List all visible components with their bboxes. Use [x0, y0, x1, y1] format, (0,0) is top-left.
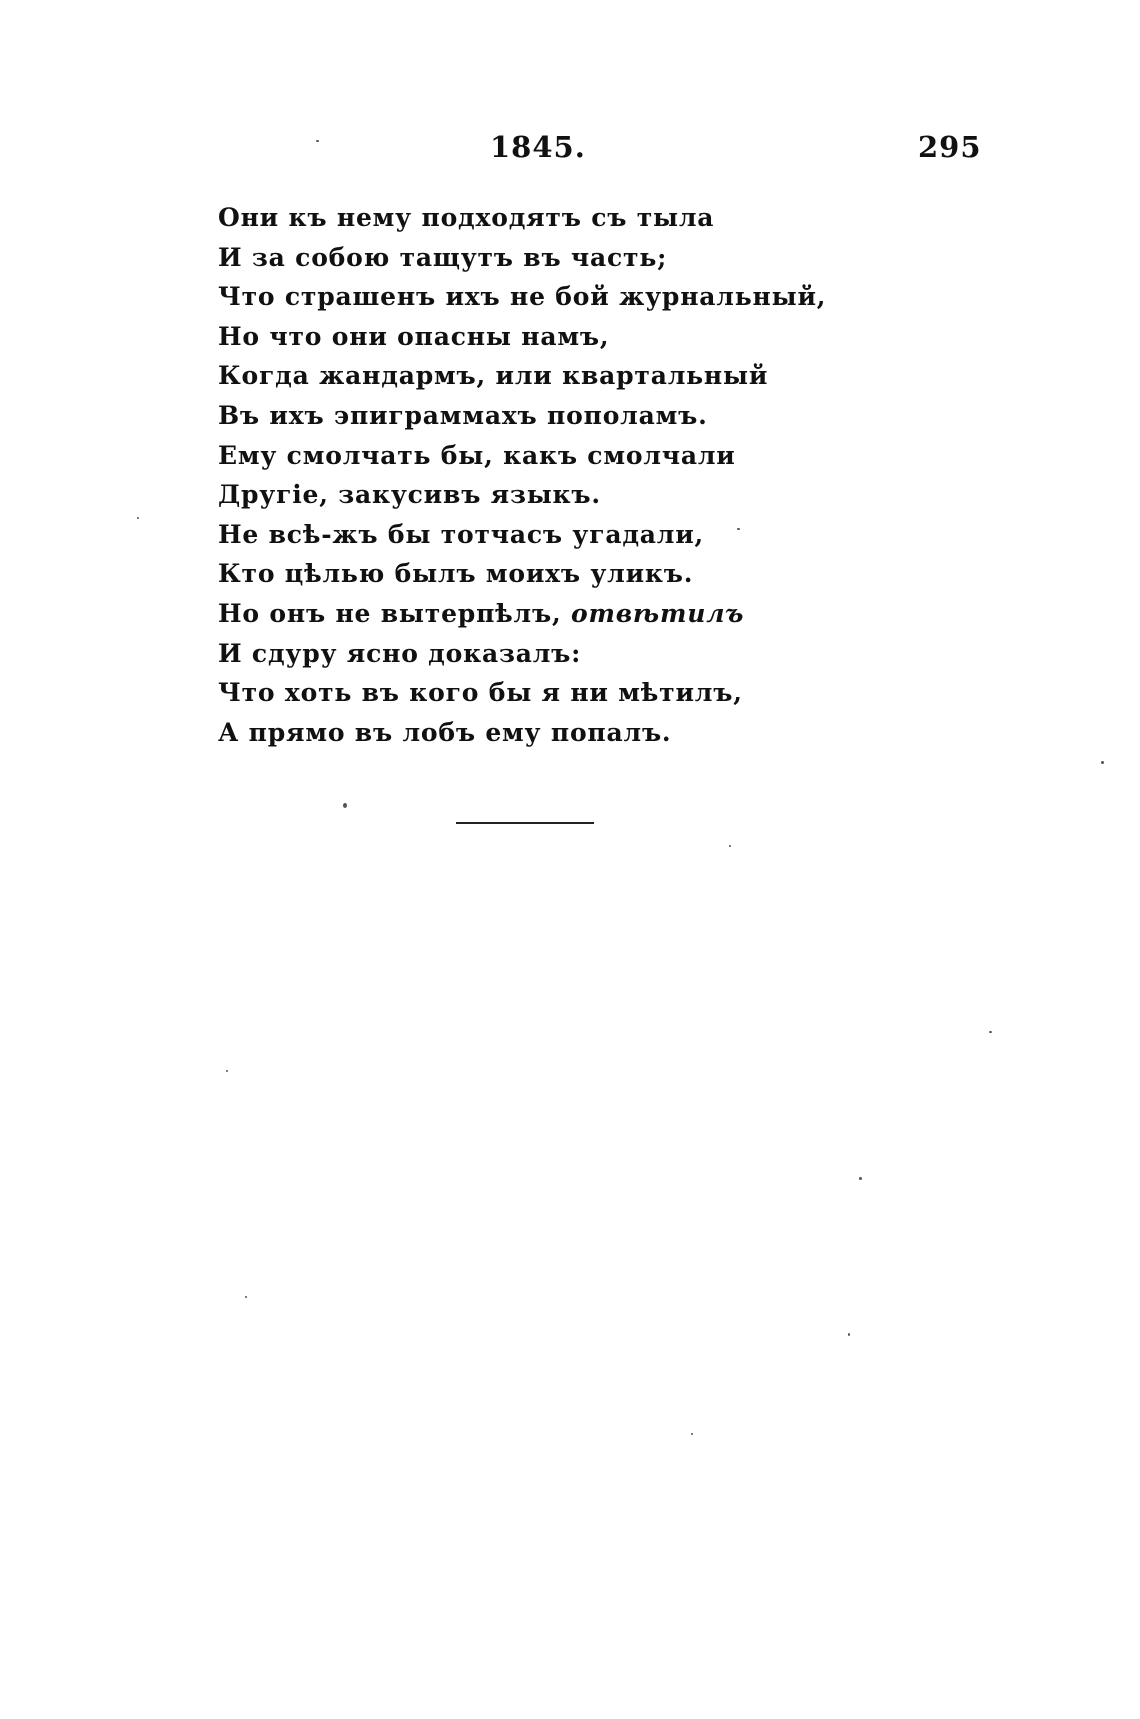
- scan-speck: [316, 140, 319, 142]
- scan-speck: [848, 1333, 850, 1336]
- italic-word: отвѣтилъ: [570, 598, 745, 628]
- poem-line: Когда жандармъ, или квартальный: [218, 361, 769, 391]
- poem-stanza: [218, 198, 826, 752]
- poem-line-text: Но онъ не вытерпѣлъ,: [218, 598, 562, 628]
- scan-speck: [226, 1070, 228, 1072]
- poem-line: Что хоть въ кого бы я ни мѣтилъ,: [218, 678, 743, 708]
- poem-line: А прямо въ лобъ ему попалъ.: [218, 717, 672, 747]
- running-header-year: 1845.: [490, 130, 586, 164]
- poem-line: И сдуру ясно доказалъ:: [218, 638, 582, 668]
- scan-speck: [737, 528, 740, 530]
- scan-speck: [859, 1177, 862, 1180]
- scan-speck: [1101, 761, 1104, 764]
- scan-speck: [343, 803, 347, 808]
- poem-line: И за собою тащутъ въ часть;: [218, 242, 668, 272]
- scan-speck: [729, 845, 731, 847]
- poem-line: Ему смолчать бы, какъ смолчали: [218, 440, 736, 470]
- poem-line: Другіе, закусивъ языкъ.: [218, 480, 601, 510]
- scan-speck: [245, 1296, 247, 1298]
- poem-line: Но что они опасны намъ,: [218, 321, 610, 351]
- scan-speck: [691, 1433, 693, 1435]
- poem-line: Что страшенъ ихъ не бой журнальный,: [218, 282, 827, 312]
- poem-line-with-italic: [218, 594, 826, 634]
- page-number: 295: [918, 130, 982, 164]
- scan-speck: [989, 1031, 992, 1033]
- section-divider-rule: [456, 822, 594, 824]
- poem-line: Въ ихъ эпиграммахъ пополамъ.: [218, 400, 708, 430]
- poem-line: Не всѣ-жъ бы тотчасъ угадали,: [218, 519, 705, 549]
- scan-speck: [137, 517, 139, 519]
- poem-line: Кто цѣлью былъ моихъ уликъ.: [218, 559, 694, 589]
- poem-line: Они къ нему подходятъ съ тыла: [218, 203, 715, 232]
